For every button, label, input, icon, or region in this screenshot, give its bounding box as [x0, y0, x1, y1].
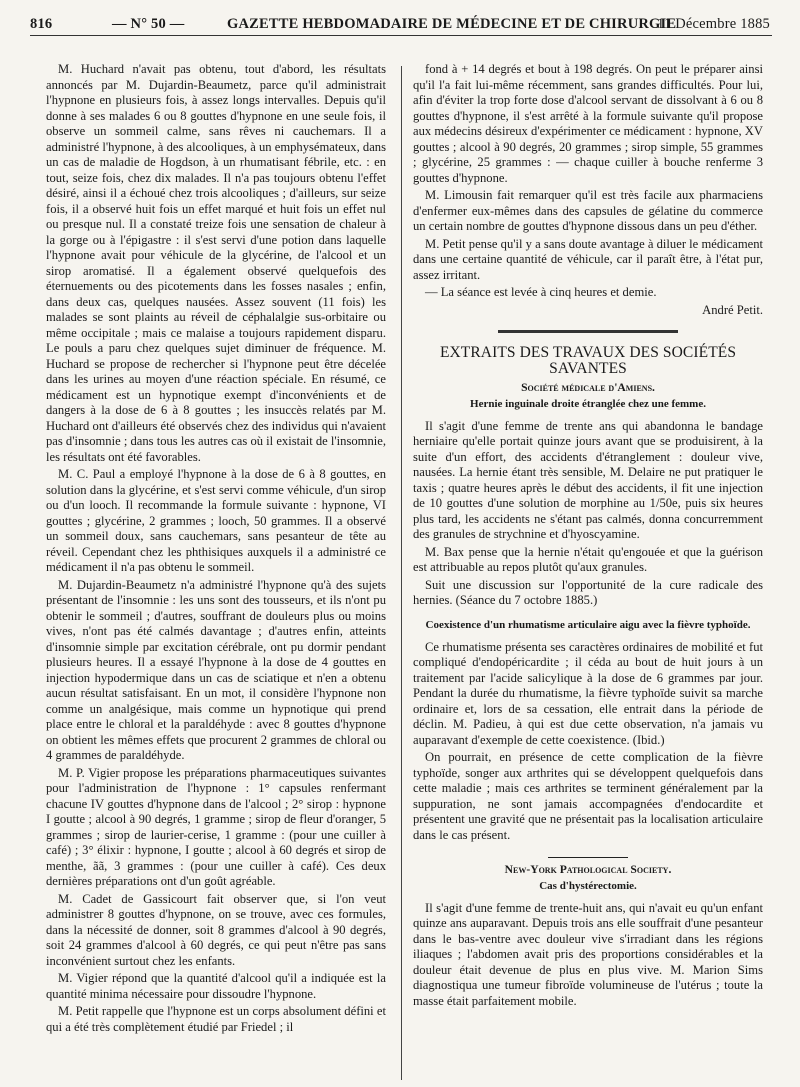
subtitle-rhumatisme: Coexistence d'un rhumatisme articulaire aigu avec la fièvre typhoïde. [425, 618, 751, 631]
paragraph-rhumatisme: Ce rhumatisme présenta ses caractères ordinaires de mobilité et fut compliqué d'endopéricardite ; il céda au bout de huit jours à un traitement par l'acide salicylique à la dose de 6 grammes par jour. Pendant la durée du rhumatisme, la fièvre typhoïde suivit sa marche ordinaire et, lors de sa cessation, elle entrait dans la période de déclin. M. Padieu, à qui est due cette observation, n'a jamais vu auparavant d'exemple de cette coexistence. (Ibid.) [413, 639, 763, 747]
session-closed: — La séance est levée à cinq heures et demie. [425, 285, 657, 299]
right-column [413, 62, 763, 1009]
section-separator [498, 330, 678, 333]
society-newyork: New-York Pathological Society. [504, 863, 672, 876]
section-title: EXTRAITS DES TRAVAUX DES SOCIÉTÉS SAVANTES [439, 344, 737, 377]
paragraph-arthrites: On pourrait, en présence de cette complication de la fièvre typhoïde, songer aux arthrites qui se développent quelquefois dans cette maladie ; mais ces arthrites se terminent généralement par la suppuration, ne sont jamais accompagnées d'endocardite et présentent une gravité que ne présentait pas la localisation articulaire dans le cas présent. [413, 750, 763, 842]
paragraph-huchard: M. Huchard n'avait pas obtenu, tout d'abord, les résultats annoncés par M. Dujardin-Beaumetz, parce qu'il administrait l'hypnone en plusieurs fois, à assez longs intervalles. Depuis qu'il donne à ses malades 6 ou 8 gouttes d'hypnone en une seule fois, il observe un sommeil calme, sans rêves ni cauchemars. Il a administré l'hypnone, à des alcooliques, à un emphysémateux, dans un cas de maladie de Hogdson, à un rhumatisant fébrile, etc. : en tout, seize fois, chez dix malades. Il n'a pas toujours obtenu l'effet désiré, ainsi il a échoué chez trois alcooliques ; d'ailleurs, sur seize fois, il a observé huit fois un effet marqué et huit fois un effet nul ou presque nul. Il a constaté treize fois une sensation de chaleur à la gorge ou à l'épigastre : il s'est servi d'une potion dans laquelle l'hypnone avait pour véhicule de la glycérine, de l'alcool et un sirop aromatisé. Il a également observé quelquefois des éternuements ou des picotements dans les fosses nasales ; enfin, dans deux cas, quelques nausées. Assez souvent (11 fois) les malades se sont plaints au réveil de céphalalgie sus-orbitaire ou même occipitale ; mais ce malaise a toujours rapidement disparu. Le pouls a paru chez quelques sujet diminuer de fréquence. M. Huchard se propose de rechercher si l'hypnone peut être décelée dans les urines au moyen d'une réaction spéciale. En résumé, ce médicament est un hypnotique exempt d'inconvénients et de dangers à la dose de 6 à 8 gouttes ; les insuccès relatés par M. Huchard ont d'ailleurs été observés chez des individus qui n'avaient pas d'insomnie ; dans tous les autres cas où il existait de l'insomnie, les résultats ont été favorables. [46, 62, 386, 464]
signature: André Petit. [702, 302, 763, 317]
subtitle-hysterectomie: Cas d'hystérectomie. [539, 879, 637, 892]
paragraph-bax: M. Bax pense que la hernie n'était qu'engouée et que la guérison est attribuable au repos plutôt qu'aux granules. [413, 544, 763, 574]
paragraph-hernie: Il s'agit d'une femme de trente ans qui abandonna le bandage herniaire qu'elle portait quinze jours avant que se produisirent, à la suite d'un effort, des accidents d'étranglement : douleur vive, nausées. La hernie étant très sensible, M. Delaire ne put pratiquer le taxis ; quatre heures après le début des accidents, il fit une injection de 10 gouttes d'une solution de morphine au 1/50e, puis six heures plus tard, les accidents ne s'étant pas calmés, donna concurremment des granules de strychnine et d'hyoscyamine. [413, 418, 763, 541]
paragraph-paul: M. C. Paul a employé l'hypnone à la dose de 6 à 8 gouttes, en solution dans la glycérine, et s'est servi comme véhicule, d'un sirop ou d'un looch. Il recommande la formule suivante : hypnone, VI gouttes ; glycérine, 2 grammes ; looch, 50 grammes. Il a observé un sommeil doux, sans cauchemars, sans pesanteur de tête au réveil. Cependant chez les phthisiques auxquels il a administré ce médicament il n'a pas obtenu le sommeil. [46, 467, 386, 574]
paragraph-petit: M. Petit rappelle que l'hypnone est un corps absolument défini et qui a été très complètement étudié par Friedel ; il [46, 1004, 386, 1034]
issue-date: 11 Décembre 1885 [657, 16, 770, 32]
journal-title: GAZETTE HEBDOMADAIRE DE MÉDECINE ET DE CHIRURGIE [227, 16, 677, 32]
page-header [30, 8, 770, 34]
header-rule [30, 35, 772, 36]
society-amiens: Société médicale d'Amiens. [521, 381, 655, 394]
column-divider [401, 66, 402, 1080]
left-column [46, 62, 386, 1035]
paragraph-petit-pense: M. Petit pense qu'il y a sans doute avantage à diluer le médicament dans une certaine quantité de véhicule, car il paraît être, à l'état pur, assez irritant. [413, 236, 763, 282]
subtitle-hernie: Hernie inguinale droite étranglée chez une femme. [470, 397, 706, 410]
separator-ny [548, 857, 628, 858]
paragraph-cadet: M. Cadet de Gassicourt fait observer que, si l'on veut administrer 8 gouttes d'hypnone, on se trouve, avec ces formules, dans la nécessité de donner, soit 8 grammes d'alcool à 90 degrés, soit 24 grammes d'alcool à 60 degrés, ce qui peut n'être pas sans inconvénient surtout chez les enfants. [46, 891, 386, 968]
paragraph-vigier-reply: M. Vigier répond que la quantité d'alcool qu'il a indiquée est la quantité minima nécessaire pour dissoudre l'hypnone. [46, 971, 386, 1001]
issue-number: — N° 50 — [112, 16, 185, 32]
paragraph-petit-continued: fond à + 14 degrés et bout à 198 degrés. On peut le préparer ainsi qu'il l'a fait lui-même récemment, sans grandes difficultés. Pour lui, afin d'éviter la trop forte dose d'alcool servant de dissolvant à 6 ou 8 gouttes d'hypnone, il s'est arrêté à la formule suivante qu'il propose aux médecins désireux d'expérimenter ce médicament : hypnone, XV gouttes ; alcool à 90 degrés, 20 grammes ; sirop simple, 55 grammes ; glycérine, 25 grammes : — chaque cuiller à bouche renferme 3 gouttes d'hypnone. [413, 62, 763, 185]
page-number: 816 [30, 16, 53, 32]
paragraph-dujardin: M. Dujardin-Beaumetz n'a administré l'hypnone qu'à des sujets présentant de l'insomnie : les uns sont des tousseurs, et ils n'ont pu obtenir le sommeil ; d'autres, souffrant de douleurs plus ou moins vives, n'ont pas été calmés davantage ; d'autres enfin, atteints d'insomnie simple par excitation cérébrale, ont pu dormir pendant plusieurs heures. Il a essayé l'hypnone à la dose de 4 gouttes en injection hypodermique dans un cas de sciatique et n'en a obtenu aucun résultat satisfaisant. En un mot, il considère l'hypnone non comme un analgésique, mais comme un hypnotique qui prend place entre le chloral et la paraldéhyde : avec 8 gouttes d'hypnone on obtient les mêmes effets que procurent 2 grammes de chloral ou 4 grammes de paraldéhyde. [46, 577, 386, 762]
paragraph-hysterectomie: Il s'agit d'une femme de trente-huit ans, qui n'avait eu qu'un enfant quinze ans auparavant. Depuis trois ans elle souffrait d'une pesanteur dans le bas-ventre avec douleur vive s'irradiant dans les régions iliaques ; l'abdomen avait pris des proportions considérables et la douleur était devenue de plus en plus vive. M. Marion Sims diagnostiqua une tumeur fibroïde volumineuse de l'utérus ; toute la masse était parfaitement mobile. [413, 900, 763, 1008]
paragraph-discussion: Suit une discussion sur l'opportunité de la cure radicale des hernies. (Séance du 7 octobre 1885.) [413, 577, 763, 607]
paragraph-limousin: M. Limousin fait remarquer qu'il est très facile aux pharmaciens d'enfermer eux-mêmes dans des capsules de gélatine du commerce un certain nombre de gouttes d'hypnone dissous dans un peu d'éther. [413, 188, 763, 233]
paragraph-vigier: M. P. Vigier propose les préparations pharmaceutiques suivantes pour l'administration de l'hypnone : 1° capsules renfermant chacune IV gouttes d'hypnone dans de l'alcool ; 2° sirop : hypnone I goutte ; alcool à 90 degrés, 1 gramme ; sirop de fleur d'oranger, 5 grammes ; sirop de laurier-cerise, 1 gramme : (pour une cuiller à café) ; 3° élixir : hypnone, I goutte ; alcool à 60 degrés et sirop de menthe, ãã, 3 grammes : (pour une cuiller à café). Ces deux dernières préparations ont d'un goût agréable. [46, 765, 386, 888]
